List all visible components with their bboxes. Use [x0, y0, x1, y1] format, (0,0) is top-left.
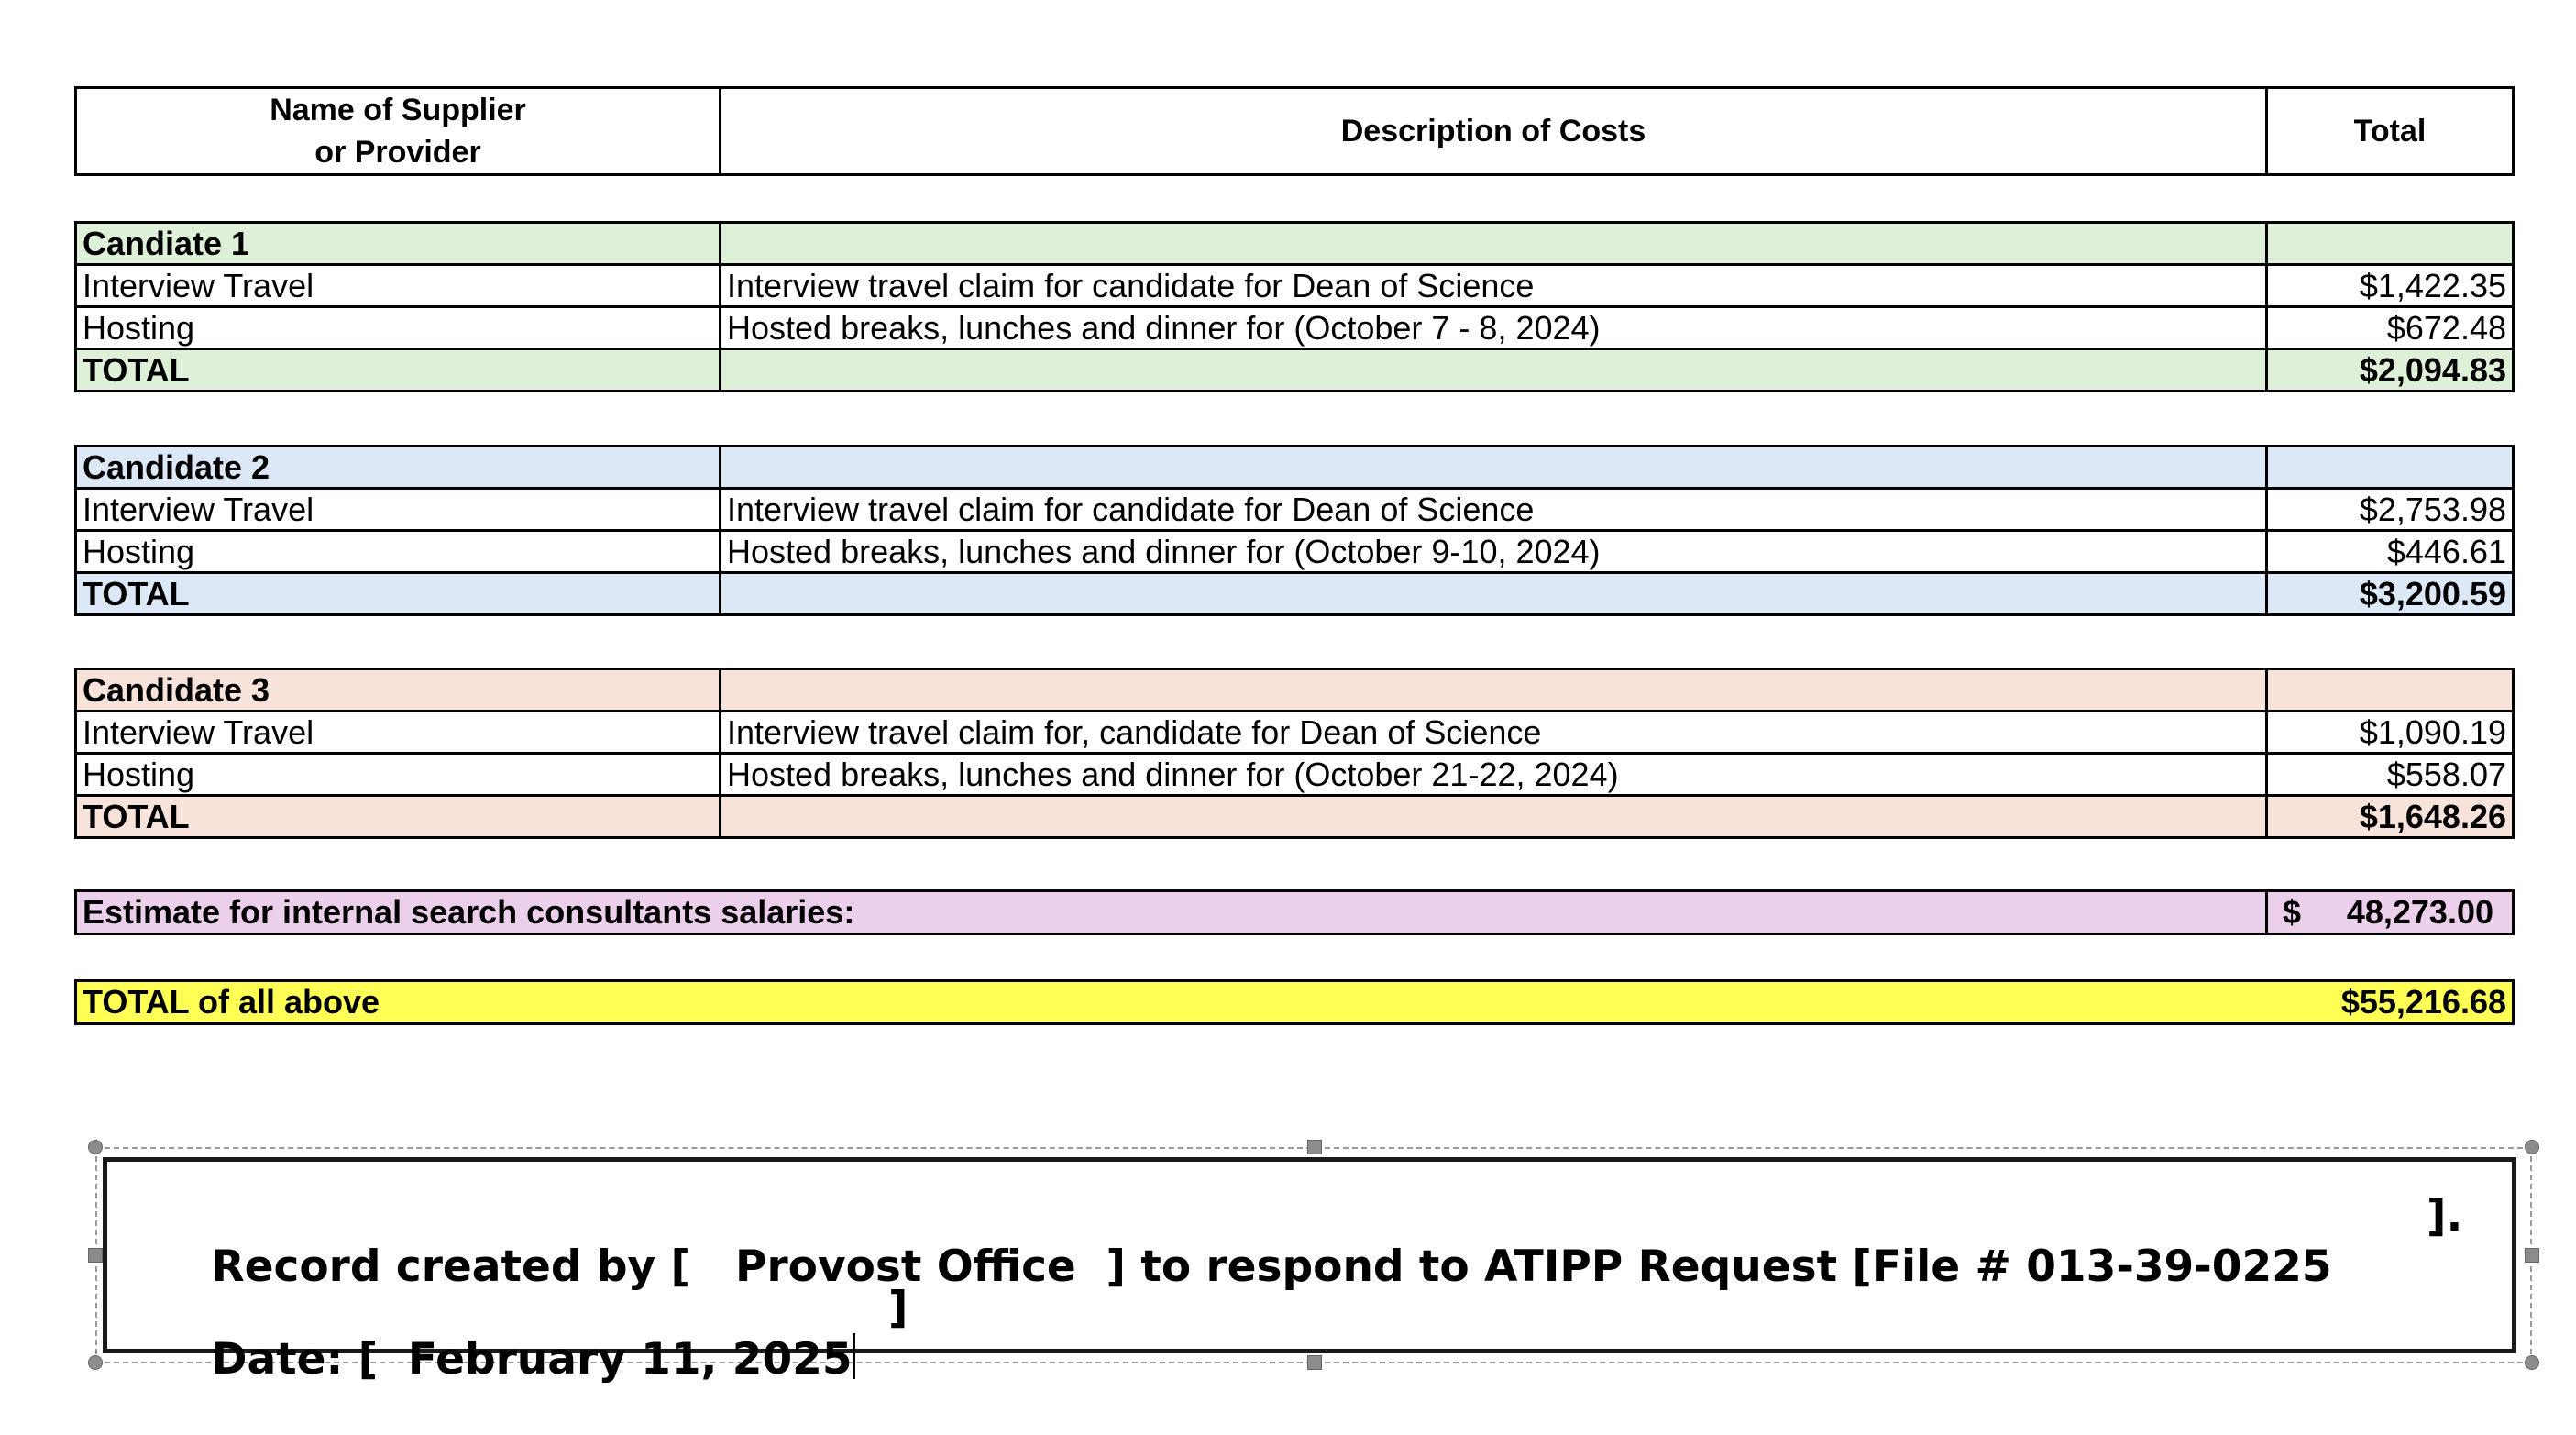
total-label: TOTAL	[76, 796, 721, 838]
supplier-cell: Interview Travel	[76, 489, 721, 531]
record-line-2	[151, 1283, 855, 1435]
empty-cell	[2267, 447, 2514, 489]
resize-handle-bottom-left[interactable]	[88, 1355, 103, 1370]
total-label: TOTAL	[76, 573, 721, 615]
supplier-cell: Interview Travel	[76, 712, 721, 754]
header-description: Description of Costs	[721, 88, 2267, 175]
header-supplier	[76, 88, 721, 175]
record-line-1-end: ].	[2427, 1191, 2463, 1242]
grand-total-value: $55,216.68	[2267, 981, 2514, 1024]
header-supplier-line2: or Provider	[314, 135, 481, 170]
empty-cell	[2267, 223, 2514, 265]
empty-cell	[721, 223, 2267, 265]
amount-cell: $1,422.35	[2267, 265, 2514, 307]
resize-handle-top[interactable]	[1307, 1140, 1322, 1154]
header-table	[74, 86, 2515, 176]
resize-handle-bottom[interactable]	[1307, 1355, 1322, 1370]
empty-cell	[721, 669, 2267, 712]
resize-handle-right[interactable]	[2525, 1248, 2539, 1263]
total-value: $2,094.83	[2267, 349, 2514, 392]
total-value: $1,648.26	[2267, 796, 2514, 838]
empty-cell	[721, 796, 2267, 838]
record-date-text: Date: [ February 11, 2025	[211, 1334, 853, 1385]
empty-cell	[721, 573, 2267, 615]
resize-handle-bottom-right[interactable]	[2525, 1355, 2539, 1370]
amount-cell: $558.07	[2267, 754, 2514, 796]
empty-cell	[2267, 669, 2514, 712]
total-label: TOTAL	[76, 349, 721, 392]
header-supplier-line1: Name of Supplier	[270, 93, 526, 127]
description-cell: Interview travel claim for candidate for Dean of Science	[721, 265, 2267, 307]
description-cell: Hosted breaks, lunches and dinner for (October 9-10, 2024)	[721, 531, 2267, 573]
header-total: Total	[2267, 88, 2514, 175]
candidate-1-table	[74, 221, 2515, 392]
amount-cell: $672.48	[2267, 307, 2514, 349]
supplier-cell: Interview Travel	[76, 265, 721, 307]
description-cell: Interview travel claim for candidate for Dean of Science	[721, 489, 2267, 531]
supplier-cell: Hosting	[76, 531, 721, 573]
amount-cell: $2,753.98	[2267, 489, 2514, 531]
record-line-2-end: ]	[888, 1283, 908, 1333]
record-line-1-text: Record created by [ Provost Office ] to respond to ATIPP Request [File # 013-39-0225	[211, 1242, 2332, 1292]
candidate-2-table	[74, 445, 2515, 616]
estimate-label: Estimate for internal search consultants salaries:	[76, 891, 2267, 934]
amount-cell: $446.61	[2267, 531, 2514, 573]
candidate-name: Candidate 3	[76, 669, 721, 712]
description-cell: Interview travel claim for, candidate for Dean of Science	[721, 712, 2267, 754]
supplier-cell: Hosting	[76, 754, 721, 796]
empty-cell	[721, 447, 2267, 489]
resize-handle-top-left[interactable]	[88, 1140, 103, 1154]
candidate-name: Candiate 1	[76, 223, 721, 265]
grand-total-label: TOTAL of all above	[76, 981, 2267, 1024]
amount-cell: $1,090.19	[2267, 712, 2514, 754]
candidate-3-table	[74, 668, 2515, 839]
empty-cell	[721, 349, 2267, 392]
estimate-currency: $	[2283, 893, 2302, 931]
resize-handle-left[interactable]	[88, 1248, 103, 1263]
supplier-cell: Hosting	[76, 307, 721, 349]
total-value: $3,200.59	[2267, 573, 2514, 615]
estimate-table	[74, 889, 2515, 935]
text-cursor	[853, 1333, 855, 1379]
resize-handle-top-right[interactable]	[2525, 1140, 2539, 1154]
estimate-amount: 48,273.00	[2346, 893, 2493, 931]
description-cell: Hosted breaks, lunches and dinner for (October 21-22, 2024)	[721, 754, 2267, 796]
record-textbox[interactable]	[103, 1157, 2516, 1385]
estimate-amount-cell	[2267, 891, 2514, 934]
grand-total-table	[74, 979, 2515, 1025]
description-cell: Hosted breaks, lunches and dinner for (October 7 - 8, 2024)	[721, 307, 2267, 349]
candidate-name: Candidate 2	[76, 447, 721, 489]
